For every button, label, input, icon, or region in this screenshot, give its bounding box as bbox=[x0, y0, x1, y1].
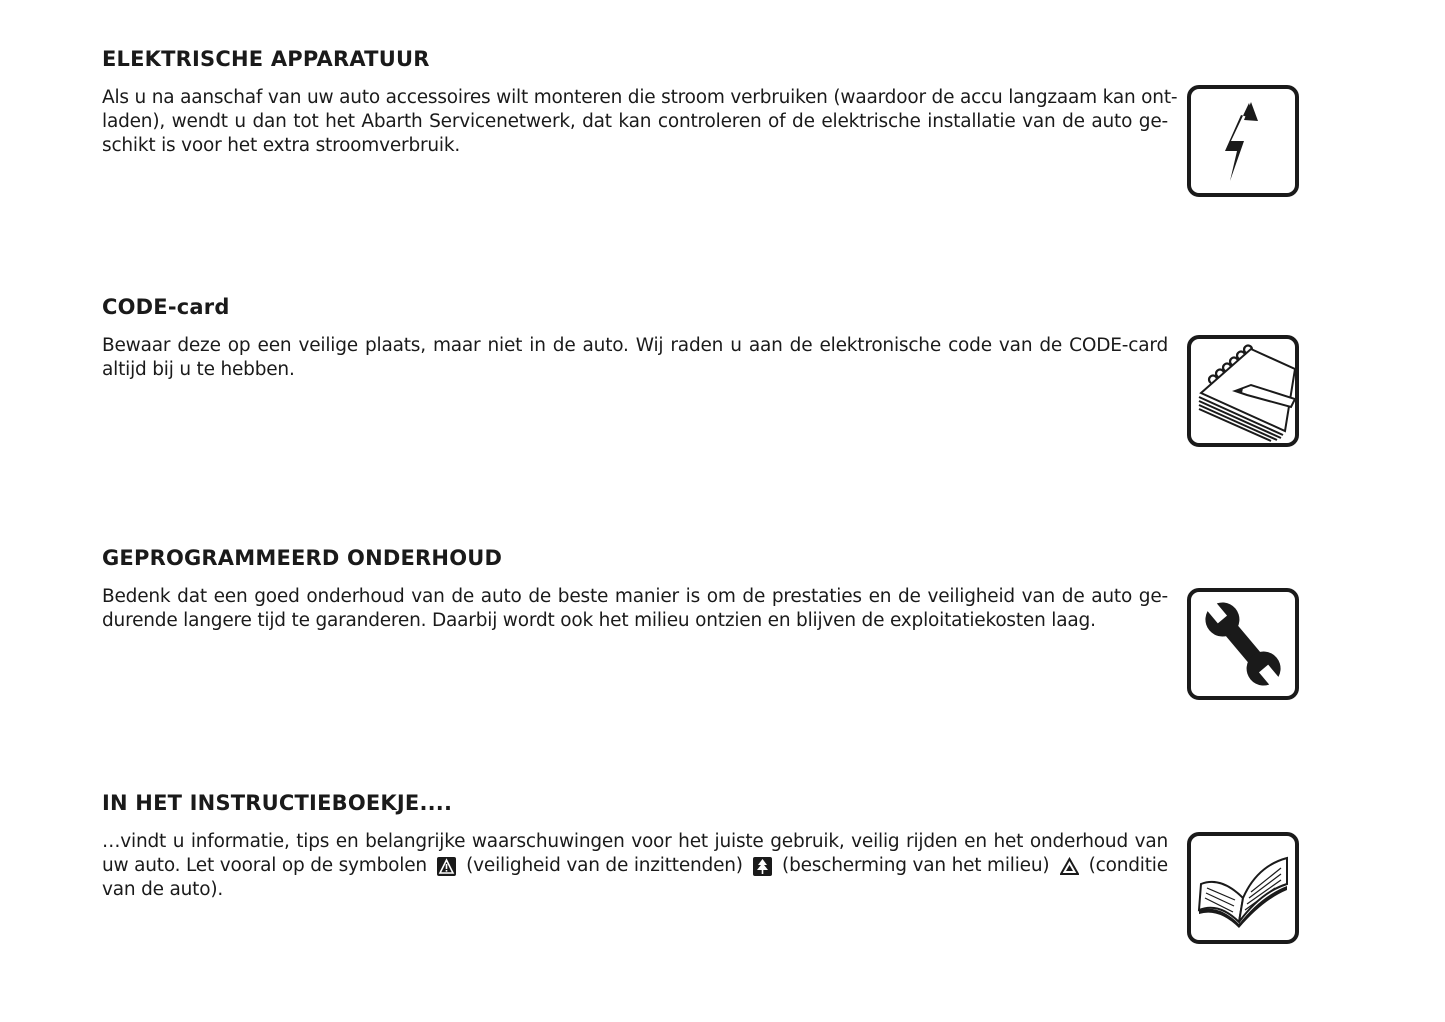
section-heading: GEPROGRAMMEERD ONDERHOUD bbox=[102, 546, 503, 570]
wrench-icon bbox=[1187, 588, 1299, 700]
lightning-bolt-icon bbox=[1187, 85, 1299, 197]
notebook-pencil-icon bbox=[1187, 335, 1299, 447]
text-fragment: (bescherming van het milieu) bbox=[782, 855, 1050, 876]
section-body bbox=[102, 830, 1168, 902]
section-body bbox=[102, 86, 1178, 158]
body-line: laden), wendt u dan tot het Abarth Servicenetwerk, dat kan controleren of de elektrische installatie van de auto ge- bbox=[102, 111, 1168, 132]
body-line: …vindt u informatie, tips en belangrijke waarschuwingen voor het juiste gebruik, veilig rijden en het onderhoud van bbox=[102, 831, 1168, 852]
text-fragment: uw auto. Let vooral op de symbolen bbox=[102, 855, 427, 876]
body-line-symbols bbox=[102, 854, 1168, 878]
body-line: schikt is voor het extra stroomverbruik. bbox=[102, 135, 461, 156]
section-body bbox=[102, 585, 1168, 633]
body-line: durende langere tijd te garanderen. Daarbij wordt ook het milieu ontzien en blijven de exploitatiekosten laag. bbox=[102, 610, 1096, 631]
text-fragment: (veiligheid van de inzittenden) bbox=[466, 855, 743, 876]
text-fragment: (conditie bbox=[1088, 855, 1168, 876]
section-body bbox=[102, 334, 1168, 382]
body-line: Bedenk dat een goed onderhoud van de auto de beste manier is om de prestaties en de veiligheid van de auto ge- bbox=[102, 586, 1168, 607]
environment-tree-icon bbox=[753, 857, 772, 876]
body-line: van de auto). bbox=[102, 879, 224, 900]
body-line: Als u na aanschaf van uw auto accessoires wilt monteren die stroom verbruiken (waardoor de accu langzaam kan ont- bbox=[102, 87, 1178, 108]
warning-person-icon bbox=[437, 857, 456, 876]
section-heading: ELEKTRISCHE APPARATUUR bbox=[102, 47, 430, 71]
section-heading: IN HET INSTRUCTIEBOEKJE.... bbox=[102, 791, 453, 815]
open-book-icon bbox=[1187, 832, 1299, 944]
body-line: altijd bij u te hebben. bbox=[102, 359, 295, 380]
warning-triangle-icon bbox=[1060, 857, 1079, 876]
body-line: Bewaar deze op een veilige plaats, maar niet in de auto. Wij raden u aan de elektronische code van de CODE-card bbox=[102, 335, 1168, 356]
section-heading: CODE-card bbox=[102, 295, 230, 319]
